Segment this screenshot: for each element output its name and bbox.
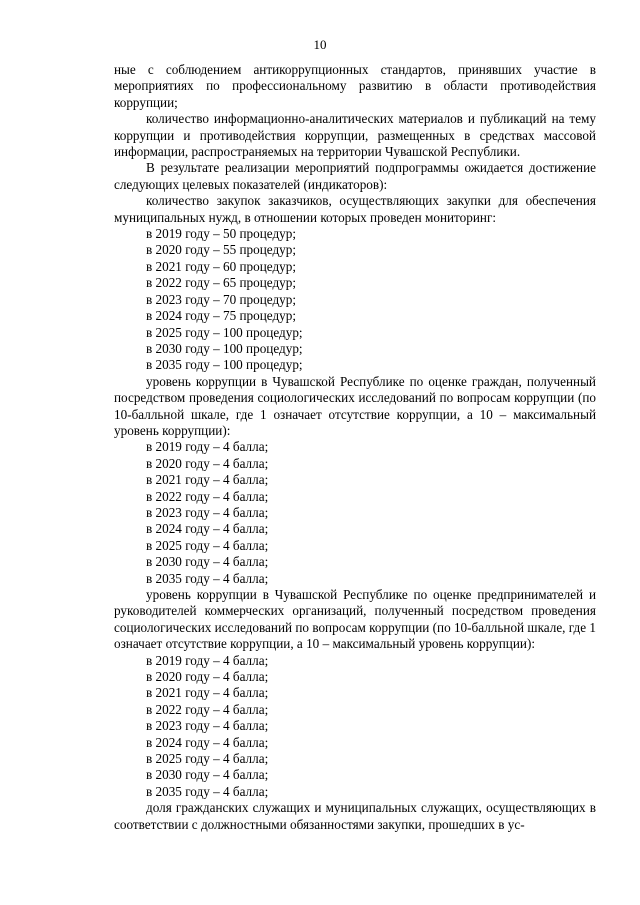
citizens-targets-list — [114, 439, 596, 587]
list-item: в 2030 году – 4 балла; — [146, 767, 269, 783]
list-item: в 2023 году – 70 процедур; — [146, 291, 297, 307]
paragraph-entrepreneurs-corruption-level: уровень коррупции в Чувашской Республике по оценке предпринимателей и руководителей коммерческих организаций, полученный посредством проведения социологических исследований по вопросам коррупции (по 10-балльной шкале, где 1 означает отсутствие коррупции, а 10 – максимальный уровень коррупции): — [114, 587, 596, 652]
paragraph-procurement-count: количество закупок заказчиков, осуществляющих закупки для обеспечения муниципальных нужд, в отношении которых проведен мониторинг: — [114, 193, 596, 225]
paragraph-media-publications: количество информационно-аналитических материалов и публикаций на тему коррупции и противодействия коррупции, размещенных в средствах массовой информации, распространяемых на территории Чувашской Республики. — [114, 111, 596, 160]
list-item: в 2035 году – 4 балла; — [146, 570, 269, 586]
list-item: в 2025 году – 4 балла; — [146, 537, 269, 553]
paragraph-continuation: ные с соблюдением антикоррупционных стандартов, принявших участие в мероприятиях по профессиональному развитию в области противодействия коррупции; — [114, 62, 596, 110]
list-item: в 2023 году – 4 балла; — [146, 504, 269, 520]
paragraph-civil-servants-share: доля гражданских служащих и муниципальных служащих, осуществляющих в соответствии с должностными обязанностями закупки, прошедших в ус- — [114, 800, 596, 832]
entrepreneurs-targets-list — [114, 653, 596, 801]
list-item: в 2030 году – 100 процедур; — [146, 340, 303, 356]
list-item: в 2021 году – 60 процедур; — [146, 258, 297, 274]
list-item: в 2024 году – 4 балла; — [146, 734, 269, 750]
list-item: в 2020 году – 4 балла; — [146, 455, 269, 471]
list-item: в 2022 году – 65 процедур; — [146, 275, 297, 291]
document-body — [114, 62, 596, 833]
list-item: в 2024 году – 4 балла; — [146, 521, 269, 537]
list-item: в 2024 году – 75 процедур; — [146, 308, 297, 324]
list-item: в 2020 году – 55 процедур; — [146, 242, 297, 258]
list-item: в 2019 году – 4 балла; — [146, 439, 269, 455]
list-item: в 2025 году – 4 балла; — [146, 751, 269, 767]
list-item: в 2022 году – 4 балла; — [146, 488, 269, 504]
procurement-targets-list — [114, 226, 596, 374]
list-item: в 2030 году – 4 балла; — [146, 554, 269, 570]
list-item: в 2022 году – 4 балла; — [146, 701, 269, 717]
list-item: в 2023 году – 4 балла; — [146, 718, 269, 734]
list-item: в 2025 году – 100 процедур; — [146, 324, 303, 340]
list-item: в 2019 году – 50 процедур; — [146, 226, 297, 242]
paragraph-citizens-corruption-level: уровень коррупции в Чувашской Республике по оценке граждан, полученный посредством проведения социологических исследований по вопросам коррупции (по 10-балльной шкале, где 1 означает отсутствие коррупции, а 10 – максимальный уровень коррупции): — [114, 373, 596, 438]
list-item: в 2019 году – 4 балла; — [146, 652, 269, 668]
list-item: в 2021 году – 4 балла; — [146, 472, 269, 488]
list-item: в 2020 году – 4 балла; — [146, 669, 269, 685]
paragraph-expected-results: В результате реализации мероприятий подпрограммы ожидается достижение следующих целевых показателей (индикаторов): — [114, 160, 596, 192]
page-number: 10 — [313, 37, 327, 52]
list-item: в 2035 году – 100 процедур; — [146, 357, 303, 373]
list-item: в 2035 году – 4 балла; — [146, 783, 269, 799]
list-item: в 2021 году – 4 балла; — [146, 685, 269, 701]
